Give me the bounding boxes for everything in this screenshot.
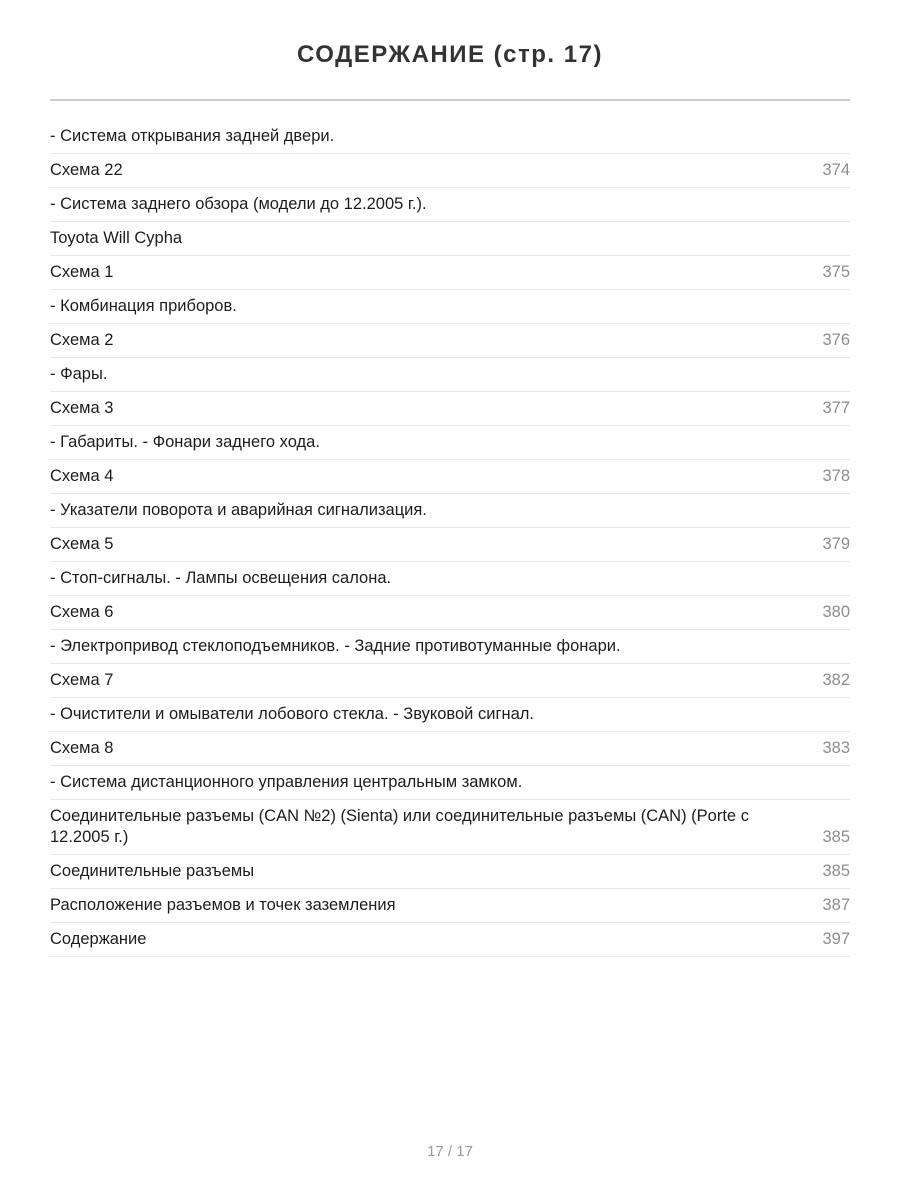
toc-row-label: - Система заднего обзора (модели до 12.2005 г.). — [50, 195, 427, 213]
toc-row-label: Toyota Will Cypha — [50, 229, 183, 247]
toc-row-label: Расположение разъемов и точек заземления — [50, 896, 396, 914]
toc-row[interactable] — [50, 889, 850, 923]
toc-row[interactable] — [50, 630, 850, 664]
toc-row-label: Содержание — [50, 930, 147, 948]
toc-row[interactable] — [50, 324, 850, 358]
toc-row[interactable] — [50, 698, 850, 732]
toc-row-label: Схема 3 — [50, 399, 114, 417]
toc-row-label: Схема 2 — [50, 331, 114, 349]
toc-row-label: Соединительные разъемы — [50, 862, 255, 880]
toc-row[interactable] — [50, 923, 850, 957]
toc-row[interactable] — [50, 855, 850, 889]
toc-row-page: 379 — [822, 535, 850, 553]
toc-row-page: 385 — [822, 862, 850, 880]
toc-row-page: 397 — [822, 930, 850, 948]
toc-row-label: Соединительные разъемы (CAN №2) (Sienta) или соединительные разъемы (CAN) (Porte с 12.2005 г.) — [50, 807, 749, 846]
toc-row[interactable] — [50, 766, 850, 800]
toc-row[interactable] — [50, 290, 850, 324]
page-title: СОДЕРЖАНИЕ (стр. 17) — [297, 41, 603, 68]
toc-row[interactable] — [50, 120, 850, 154]
toc-row[interactable] — [50, 392, 850, 426]
toc-list — [50, 120, 850, 957]
toc-row-label: Схема 1 — [50, 263, 114, 281]
toc-row-page: 385 — [822, 828, 850, 846]
toc-row-label: - Очистители и омыватели лобового стекла. - Звуковой сигнал. — [50, 705, 534, 723]
toc-row-page: 374 — [822, 161, 850, 179]
toc-row-page: 382 — [822, 671, 850, 689]
toc-row-page: 380 — [822, 603, 850, 621]
toc-row-label: Схема 22 — [50, 161, 123, 179]
page-counter: 17 / 17 — [427, 1143, 473, 1160]
toc-row-page: 378 — [822, 467, 850, 485]
toc-row-label: - Указатели поворота и аварийная сигнализация. — [50, 501, 427, 519]
toc-row-page: 387 — [822, 896, 850, 914]
toc-row[interactable] — [50, 562, 850, 596]
toc-row[interactable] — [50, 732, 850, 766]
toc-row-label: - Система дистанционного управления центральным замком. — [50, 773, 523, 791]
toc-row[interactable] — [50, 664, 850, 698]
toc-row-label: - Габариты. - Фонари заднего хода. — [50, 433, 320, 451]
toc-row[interactable] — [50, 528, 850, 562]
toc-row[interactable] — [50, 596, 850, 630]
toc-row[interactable] — [50, 426, 850, 460]
toc-row[interactable] — [50, 188, 850, 222]
toc-row[interactable] — [50, 222, 850, 256]
toc-row-label: - Система открывания задней двери. — [50, 127, 335, 145]
toc-row[interactable] — [50, 494, 850, 528]
toc-row[interactable] — [50, 154, 850, 188]
toc-row-page: 383 — [822, 739, 850, 757]
title-divider — [50, 99, 850, 101]
toc-row-page: 377 — [822, 399, 850, 417]
toc-row[interactable] — [50, 358, 850, 392]
toc-row-label: - Стоп-сигналы. - Лампы освещения салона. — [50, 569, 392, 587]
toc-row[interactable] — [50, 256, 850, 290]
toc-row-label: - Электропривод стеклоподъемников. - Задние противотуманные фонари. — [50, 637, 621, 655]
toc-row-label: Схема 6 — [50, 603, 114, 621]
toc-row-page: 376 — [822, 331, 850, 349]
toc-row-page: 375 — [822, 263, 850, 281]
toc-row-label: - Фары. — [50, 365, 108, 383]
toc-row-label: Схема 7 — [50, 671, 114, 689]
toc-row-label: Схема 8 — [50, 739, 114, 757]
toc-row-label: Схема 4 — [50, 467, 114, 485]
toc-row-label: - Комбинация приборов. — [50, 297, 237, 315]
toc-row-label: Схема 5 — [50, 535, 114, 553]
toc-row[interactable] — [50, 460, 850, 494]
toc-row[interactable] — [50, 800, 850, 855]
